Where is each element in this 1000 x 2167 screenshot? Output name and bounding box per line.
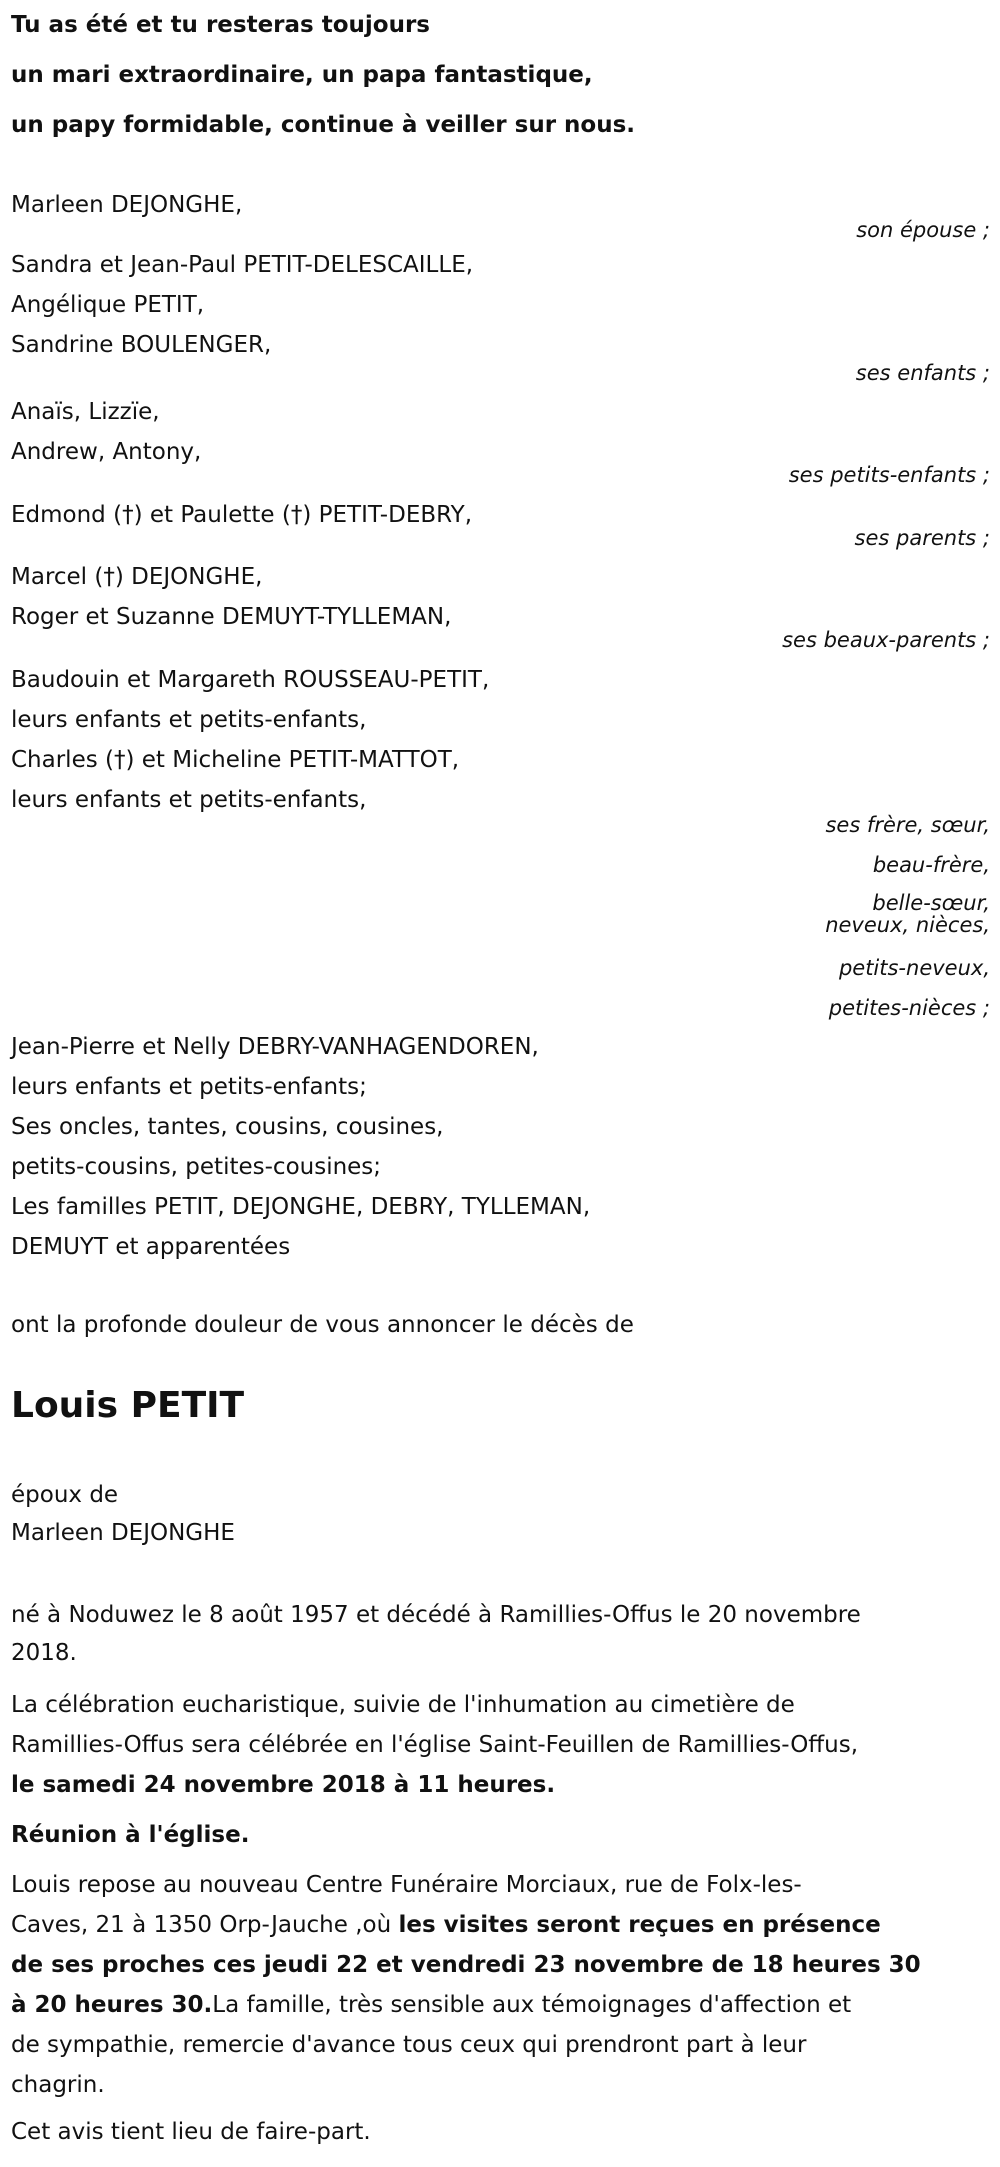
spouse-of-label: époux de: [11, 1482, 119, 1508]
family-grandchildren-2: Andrew, Antony,: [11, 439, 202, 465]
deceased-name: Louis PETIT: [11, 1385, 245, 1426]
visit-line-6: chagrin.: [11, 2072, 105, 2098]
closing-note: Cet avis tient lieu de faire-part.: [11, 2119, 371, 2145]
relation-siblings-6: petites-nièces ;: [828, 996, 990, 1020]
family-spouse-name: Marleen DEJONGHE,: [11, 192, 243, 218]
birth-death-line-1: né à Noduwez le 8 août 1957 et décédé à Ramillies-Offus le 20 novembre: [11, 1602, 861, 1628]
family-parents-in-law-1: Marcel (†) DEJONGHE,: [11, 564, 263, 590]
family-grandchildren-1: Anaïs, Lizzïe,: [11, 399, 160, 425]
announcement-text: ont la profonde douleur de vous annoncer le décès de: [11, 1312, 634, 1338]
visit-line-1: Louis repose au nouveau Centre Funéraire Morciaux, rue de Folx-les-: [11, 1872, 802, 1898]
birth-death-line-2: 2018.: [11, 1640, 77, 1666]
epitaph-line-2: un mari extraordinaire, un papa fantastique,: [11, 62, 593, 88]
family-child-3: Sandrine BOULENGER,: [11, 332, 272, 358]
family-other-5: Les familles PETIT, DEJONGHE, DEBRY, TYLLEMAN,: [11, 1194, 591, 1220]
family-sibling-1: Baudouin et Margareth ROUSSEAU-PETIT,: [11, 667, 490, 693]
ceremony-line-1: La célébration eucharistique, suivie de l'inhumation au cimetière de: [11, 1692, 795, 1718]
family-other-4: petits-cousins, petites-cousines;: [11, 1154, 382, 1180]
relation-siblings-1: ses frère, sœur,: [825, 813, 990, 837]
relation-grandchildren: ses petits-enfants ;: [788, 463, 990, 487]
visit-hours-start: les visites seront reçues en présence: [398, 1912, 881, 1938]
epitaph-line-3: un papy formidable, continue à veiller sur nous.: [11, 112, 636, 138]
epitaph-line-1: Tu as été et tu resteras toujours: [11, 12, 430, 38]
family-thanks-start: La famille, très sensible aux témoignages d'affection et: [212, 1992, 852, 2018]
relation-siblings-3: belle-sœur,: [872, 891, 990, 915]
relation-parents: ses parents ;: [854, 526, 990, 550]
family-other-3: Ses oncles, tantes, cousins, cousines,: [11, 1114, 444, 1140]
visit-line-5: de sympathie, remercie d'avance tous ceux qui prendront part à leur: [11, 2032, 807, 2058]
family-other-1: Jean-Pierre et Nelly DEBRY-VANHAGENDOREN,: [11, 1034, 539, 1060]
family-other-6: DEMUYT et apparentées: [11, 1234, 291, 1260]
family-sibling-4: leurs enfants et petits-enfants,: [11, 787, 367, 813]
ceremony-date: le samedi 24 novembre 2018 à 11 heures.: [11, 1772, 556, 1798]
family-child-1: Sandra et Jean-Paul PETIT-DELESCAILLE,: [11, 252, 474, 278]
visit-line-2: [11, 1910, 881, 1940]
family-sibling-3: Charles (†) et Micheline PETIT-MATTOT,: [11, 747, 460, 773]
family-other-2: leurs enfants et petits-enfants;: [11, 1074, 367, 1100]
relation-siblings-5: petits-neveux,: [838, 956, 990, 980]
relation-spouse: son épouse ;: [856, 218, 990, 242]
meeting-note: Réunion à l'église.: [11, 1822, 250, 1848]
ceremony-line-2: Ramillies-Offus sera célébrée en l'église Saint-Feuillen de Ramillies-Offus,: [11, 1732, 859, 1758]
visit-line-4: [11, 1990, 851, 2020]
relation-children: ses enfants ;: [855, 361, 990, 385]
family-parents: Edmond (†) et Paulette (†) PETIT-DEBRY,: [11, 502, 472, 528]
relation-siblings-2: beau-frère,: [872, 853, 990, 877]
family-child-2: Angélique PETIT,: [11, 292, 205, 318]
spouse-of-name: Marleen DEJONGHE: [11, 1520, 235, 1546]
family-sibling-2: leurs enfants et petits-enfants,: [11, 707, 367, 733]
relation-parents-in-law: ses beaux-parents ;: [782, 628, 990, 652]
family-parents-in-law-2: Roger et Suzanne DEMUYT-TYLLEMAN,: [11, 604, 452, 630]
visit-line-3: de ses proches ces jeudi 22 et vendredi 23 novembre de 18 heures 30: [11, 1952, 921, 1978]
visit-hours-end: à 20 heures 30.: [11, 1992, 213, 2018]
visit-address: Caves, 21 à 1350 Orp-Jauche ,où: [11, 1912, 399, 1938]
relation-siblings-4: neveux, nièces,: [825, 913, 990, 937]
